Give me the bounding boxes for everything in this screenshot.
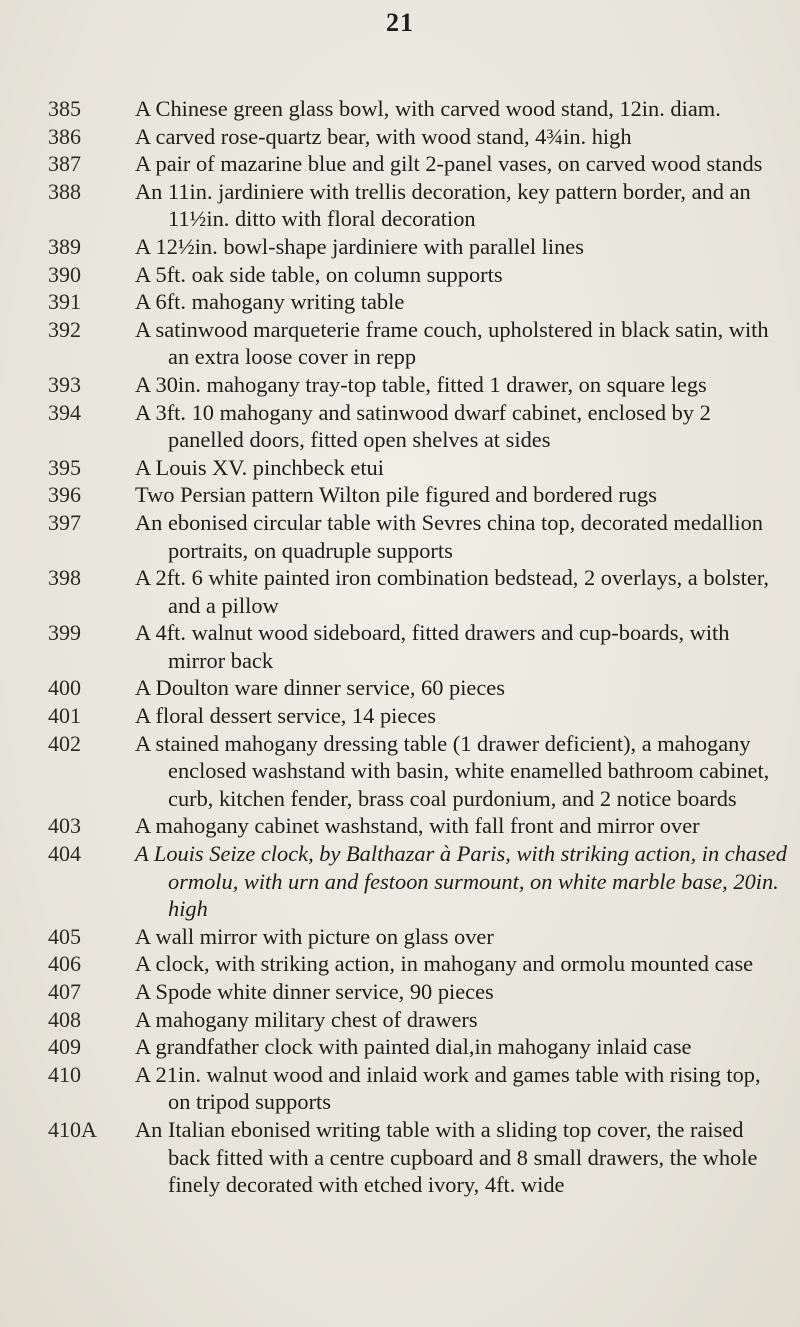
lot-description: A 12½in. bowl-shape jardiniere with parallel lines (135, 233, 584, 259)
lot-entry (48, 123, 788, 151)
lot-number: 396 (48, 482, 81, 508)
lot-number: 404 (48, 841, 81, 867)
lot-number: 385 (48, 96, 81, 121)
lot-number: 391 (48, 289, 81, 315)
lot-description: A floral dessert service, 14 pieces (135, 703, 436, 729)
lot-description: A wall mirror with picture on glass over (135, 923, 494, 949)
lot-number: 402 (48, 730, 81, 756)
lot-entry (48, 1033, 788, 1061)
lot-entry (48, 730, 788, 813)
lot-number: 387 (48, 151, 81, 177)
lot-number: 405 (48, 923, 81, 949)
lot-description: An Italian ebonised writing table with a sliding top cover, the raised back fitted with a centre cupboard and 8 small drawers, the whole finely decorated with etched ivory, 4ft. wide (135, 1116, 758, 1198)
lot-entry (48, 950, 788, 978)
lot-description: A Spode white dinner service, 90 pieces (135, 979, 494, 1004)
lot-number: 410A (48, 1116, 97, 1142)
lot-list (48, 95, 788, 1199)
lot-entry (48, 233, 788, 261)
lot-number: 410 (48, 1061, 81, 1087)
lot-entry (48, 481, 788, 509)
lot-number: 398 (48, 565, 81, 591)
lot-number: 406 (48, 951, 81, 977)
lot-entry (48, 454, 788, 482)
lot-number: 390 (48, 261, 81, 287)
lot-entry (48, 178, 788, 233)
lot-description: A Chinese green glass bowl, with carved wood stand, 12in. diam. (135, 96, 721, 121)
lot-description: A Doulton ware dinner service, 60 pieces (135, 675, 505, 701)
lot-entry (48, 978, 788, 1006)
lot-number: 389 (48, 233, 81, 259)
lot-description: A carved rose-quartz bear, with wood stand, 4¾in. high (135, 123, 632, 149)
lot-number: 388 (48, 178, 81, 204)
lot-entry (48, 1006, 788, 1034)
lot-entry (48, 150, 788, 178)
lot-description: A grandfather clock with painted dial,in mahogany inlaid case (135, 1034, 692, 1060)
lot-entry (48, 1116, 788, 1199)
lot-entry (48, 371, 788, 399)
lot-description: A Louis XV. pinchbeck etui (135, 454, 384, 480)
lot-number: 409 (48, 1034, 81, 1060)
lot-entry (48, 564, 788, 619)
lot-description: An ebonised circular table with Sevres china top, decorated medallion portraits, on quadruple supports (135, 509, 763, 563)
lot-description: A 21in. walnut wood and inlaid work and games table with rising top, on tripod supports (135, 1061, 761, 1115)
lot-entry (48, 619, 788, 674)
lot-entry (48, 261, 788, 289)
lot-description: A 30in. mahogany tray-top table, fitted 1 drawer, on square legs (135, 371, 707, 397)
lot-description: A mahogany cabinet washstand, with fall front and mirror over (135, 813, 700, 839)
lot-description: A Louis Seize clock, by Balthazar à Paris, with striking action, in chased ormolu, with urn and festoon surmount, on white marble base, 20in. high (135, 841, 787, 922)
lot-description: A stained mahogany dressing table (1 drawer deficient), a mahogany enclosed washstand with basin, white enamelled bathroom cabinet, curb, kitchen fender, brass coal purdonium, and 2 notice boards (135, 730, 770, 811)
lot-description: A clock, with striking action, in mahogany and ormolu mounted case (135, 951, 754, 977)
lot-number: 386 (48, 123, 81, 149)
lot-description: A satinwood marqueterie frame couch, upholstered in black satin, with an extra loose cover in repp (135, 316, 769, 370)
lot-entry (48, 812, 788, 840)
page-number: 21 (386, 8, 414, 37)
lot-description: A 3ft. 10 mahogany and satinwood dwarf cabinet, enclosed by 2 panelled doors, fitted open shelves at sides (135, 399, 711, 453)
lot-number: 395 (48, 454, 81, 480)
lot-entry (48, 509, 788, 564)
lot-description: A 4ft. walnut wood sideboard, fitted drawers and cup-boards, with mirror back (135, 620, 730, 673)
lot-description: A 2ft. 6 white painted iron combination bedstead, 2 overlays, a bolster, and a pillow (135, 565, 769, 618)
lot-description: A mahogany military chest of drawers (135, 1006, 478, 1032)
lot-description: Two Persian pattern Wilton pile figured and bordered rugs (135, 482, 657, 508)
lot-entry (48, 95, 788, 123)
lot-number: 393 (48, 371, 81, 397)
lot-description: A 5ft. oak side table, on column supports (135, 261, 503, 287)
lot-entry (48, 702, 788, 730)
lot-entry (48, 399, 788, 454)
lot-number: 401 (48, 703, 81, 729)
lot-entry (48, 840, 788, 923)
lot-description: An 11in. jardiniere with trellis decoration, key pattern border, and an 11½in. ditto with floral decoration (135, 178, 751, 232)
lot-number: 397 (48, 509, 81, 535)
lot-entry (48, 316, 788, 371)
lot-description: A 6ft. mahogany writing table (135, 289, 405, 315)
lot-entry (48, 1061, 788, 1116)
lot-number: 407 (48, 979, 81, 1004)
lot-number: 403 (48, 813, 81, 839)
lot-number: 399 (48, 620, 81, 646)
lot-number: 408 (48, 1006, 81, 1032)
lot-number: 394 (48, 399, 81, 425)
lot-number: 392 (48, 316, 81, 342)
lot-entry (48, 288, 788, 316)
lot-description: A pair of mazarine blue and gilt 2-panel vases, on carved wood stands (135, 151, 763, 177)
lot-entry (48, 674, 788, 702)
lot-entry (48, 923, 788, 951)
lot-number: 400 (48, 675, 81, 701)
